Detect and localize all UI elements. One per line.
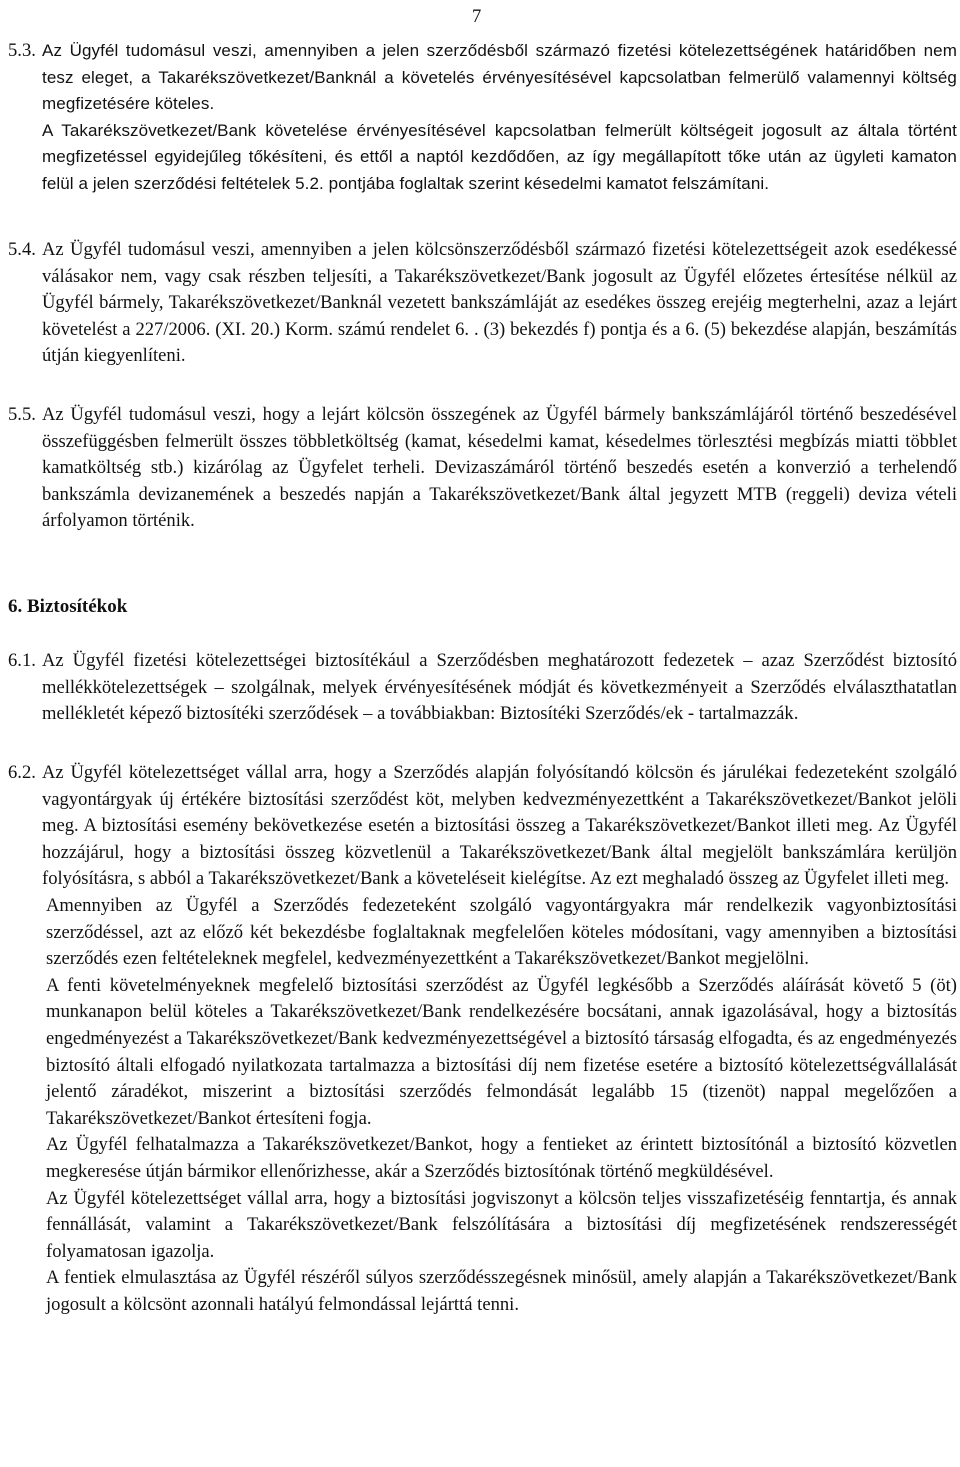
section-text: Az Ügyfél tudomásul veszi, amennyiben a jelen kölcsönszerződésből származó fizetési kötelezettségeit azok esedékessé válásakor nem, vagy csak részben teljesíti, a Takarékszövetkezet/Bank jogosult az Ügyfél előzetes értesítése nélkül az Ügyfél bármely, Takarékszövetkezet/Banknál vezetett bankszámláját az esedékes összeg erejéig megterhelni, azaz a lejárt követelést a 227/2006. (XI. 20.) Korm. számú rendelet 6. . (3) bekezdés f) pontja és a 6. (5) bekezdése alapján, beszámítás útján kiegyenlíteni. xyxy=(42,239,957,367)
section-number: 5.4. xyxy=(8,239,36,260)
page-number: 7 xyxy=(472,6,482,27)
section-text: Az Ügyfél tudomásul veszi, amennyiben a jelen szerződésből származó fizetési kötelezettségének határidőben nem tesz eleget, a Takarékszövetkezet/Banknál a követelés érvényesítésével kapcsolatban felmerülő valamennyi költség megfizetésére köteles. xyxy=(42,41,957,114)
section-text: Az Ügyfél kötelezettséget vállal arra, hogy a Szerződés alapján folyósítandó kölcsön és járulékai fedezeteként szolgáló vagyontárgyak új értékére biztosítási szerződést köt, melyben kedvezményezettként a Takarékszövetkezet/Bankot jelöli meg. A biztosítási esemény bekövetkezése esetén a biztosítási összeg a Takarékszövetkezet/Bankot illeti meg. Az Ügyfél hozzájárul, hogy a biztosítási összeg közvetlenül a Takarékszövetkezet/Bank által megjelölt bankszámlára kerüljön folyósításra, s abból a Takarékszövetkezet/Bank a követeléseit kielégítse. Az ezt meghaladó összeg az Ügyfelet illeti meg. xyxy=(42,762,957,890)
section-5-4 xyxy=(8,237,957,370)
section-number: 5.3. xyxy=(8,40,36,61)
section-text: Az Ügyfél fizetési kötelezettségei biztosítékául a Szerződésben meghatározott fedezetek – azaz Szerződést biztosító mellékkötelezettségek – szolgálnak, melyek érvényesítésének módját és következményeit a Szerződés elválaszthatatlan mellékletét képező biztosítéki szerződések – a továbbiakban: Biztosítéki Szerződés/ek - tartalmazzák. xyxy=(42,650,957,725)
section-number: 5.5. xyxy=(8,404,36,425)
section-6-2 xyxy=(8,760,957,1318)
section-text-continued: A Takarékszövetkezet/Bank követelése érvényesítésével kapcsolatban felmerült költségeit jogosult az általa történt megfizetéssel egyidejűleg tőkésíteni, és ettől a naptól kezdődően, az így megállapított tőke után az ügyleti kamaton felül a jelen szerződési feltételek 5.2. pontjába foglaltak szerint késedelmi kamatot felszámítani. xyxy=(42,120,957,193)
section-heading: 6. Biztosítékok xyxy=(8,596,128,617)
paragraph: Az Ügyfél felhatalmazza a Takarékszövetkezet/Bankot, hogy a fentieket az érintett biztosítónál a biztosító közvetlen megkeresése útján bármikor ellenőrizhesse, akár a Szerződés biztosítónak történő megküldésével. xyxy=(46,1134,957,1182)
paragraph: Az Ügyfél kötelezettséget vállal arra, hogy a biztosítási jogviszonyt a kölcsön teljes visszafizetéséig fenntartja, és annak fennállását, valamint a Takarékszövetkezet/Bank felszólítására a biztosítási díj megfizetésének rendszerességét folyamatosan igazolja. xyxy=(46,1187,957,1262)
paragraph: A fentiek elmulasztása az Ügyfél részéről súlyos szerződésszegésnek minősül, amely alapján a Takarékszövetkezet/Bank jogosult a kölcsönt azonnali hatályú felmondással lejárttá tenni. xyxy=(46,1267,957,1315)
section-text: Az Ügyfél tudomásul veszi, hogy a lejárt kölcsön összegének az Ügyfél bármely bankszámlájáról történő beszedésével összefüggésben felmerült összes többletköltség (kamat, késedelmi kamat, késedelmes törlesztési megbízás miatti többlet kamatköltség stb.) kizárólag az Ügyfelet terheli. Devizaszámáról történő beszedés esetén a konverzió a terhelendő bankszámla devizanemének a beszedés napján a Takarékszövetkezet/Bank által jegyzett MTB (reggeli) deviza vételi árfolyamon történik. xyxy=(42,404,957,532)
section-number: 6.1. xyxy=(8,650,36,671)
section-number: 6.2. xyxy=(8,762,36,783)
section-6-1 xyxy=(8,648,957,728)
section-5-5 xyxy=(8,402,957,535)
section-5-3 xyxy=(8,38,957,198)
paragraph: A fenti követelményeknek megfelelő biztosítási szerződést az Ügyfél legkésőbb a Szerződés aláírását követő 5 (öt) munkanapon belül köteles a Takarékszövetkezet/Bank rendelkezésére bocsátani, annak igazolásával, hogy a biztosítás engedményezést a Takarékszövetkezet/Bank kedvezményezettségével a biztosító társaság elfogadta, és az engedményezés biztosító általi elfogadó nyilatkozata tartalmazza a biztosítási díj nem fizetése esetére a biztosító kötelezettségvállalását jelentő záradékot, miszerint a biztosítási szerződés felmondását legalább 15 (tizenöt) nappal megelőzően a Takarékszövetkezet/Bankot értesíteni fogja. xyxy=(46,974,957,1129)
paragraph: Amennyiben az Ügyfél a Szerződés fedezeteként szolgáló vagyontárgyakra már rendelkezik vagyonbiztosítási szerződéssel, azt az előző két bekezdésbe foglaltaknak megfelelően köteles módosítani, vagy amennyiben a biztosítási szerződés ezen feltételeknek megfelel, kedvezményezettként a Takarékszövetkezet/Bankot megjelölni. xyxy=(46,894,957,970)
